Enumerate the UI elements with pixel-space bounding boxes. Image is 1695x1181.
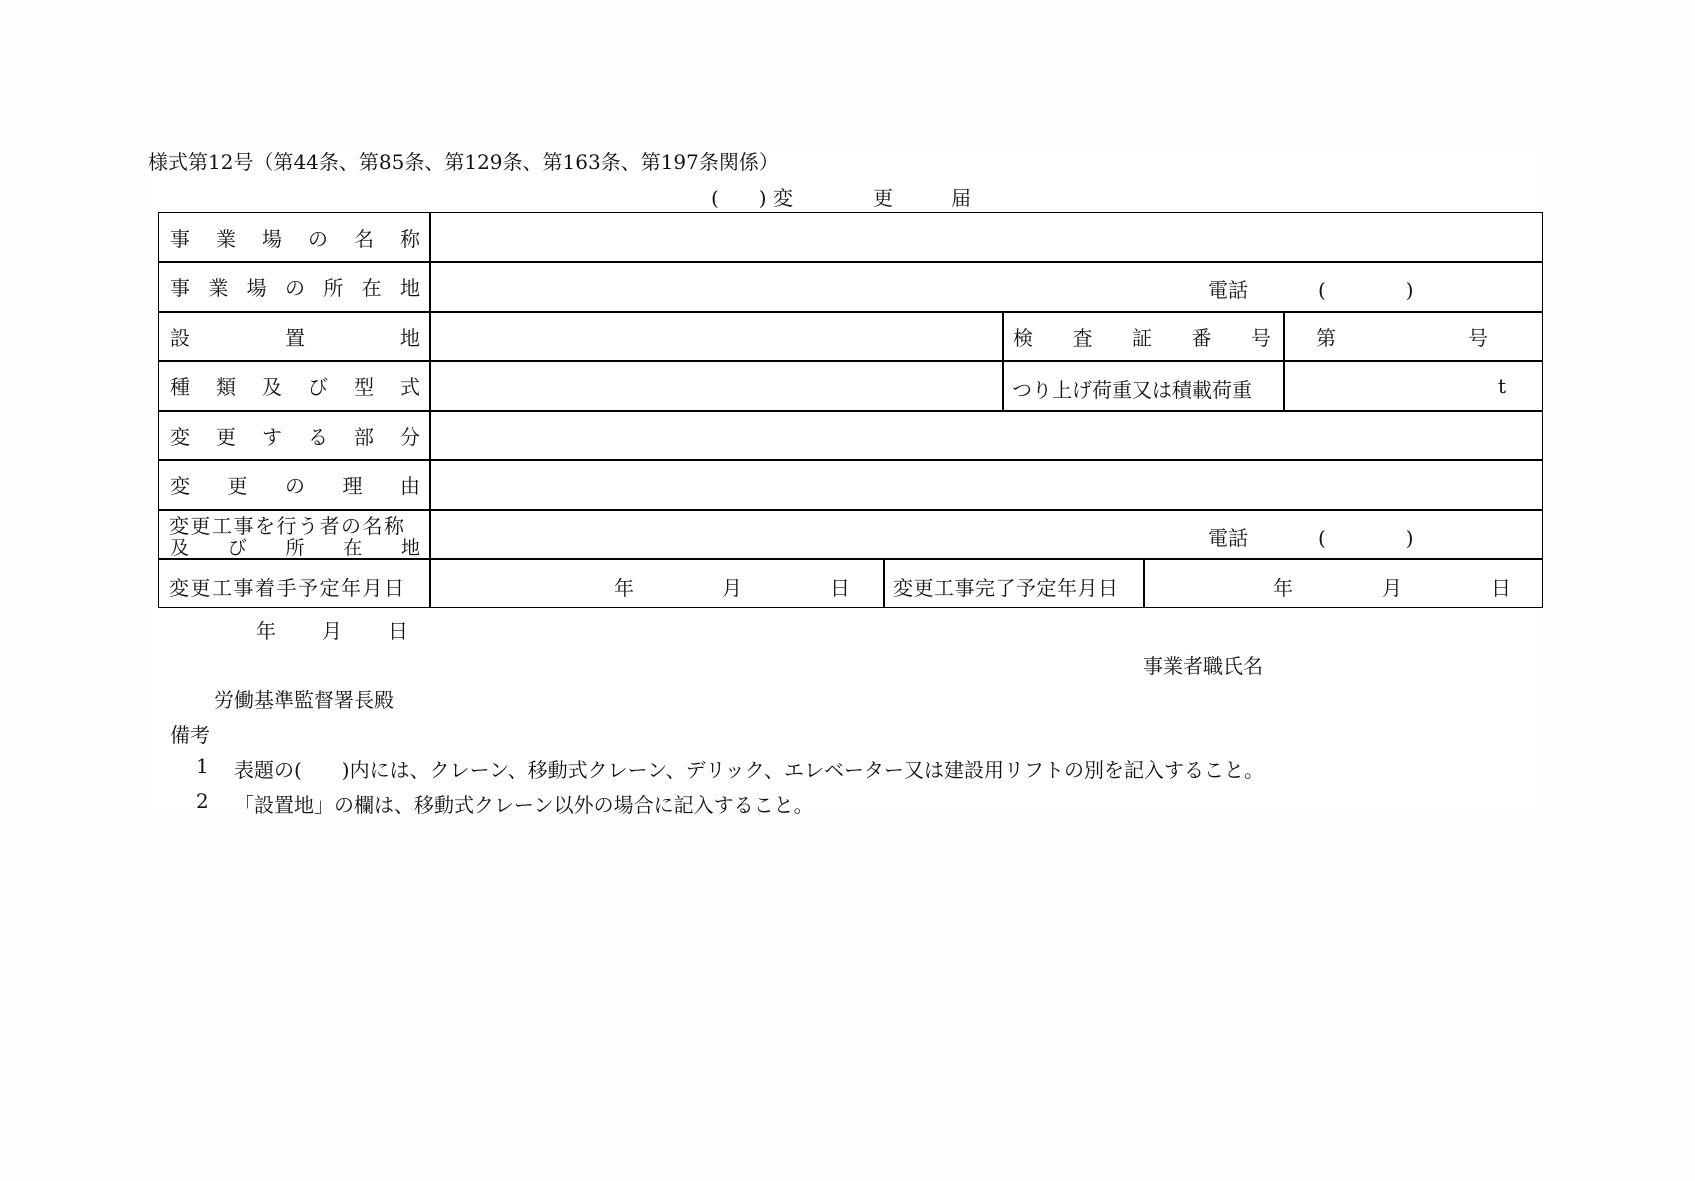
load-unit: t — [1498, 374, 1507, 398]
installation-site-label: 設 置 地 — [170, 325, 420, 350]
inspection-cert-label: 検 査 証 番 号 — [1013, 325, 1271, 350]
contractor-phone-parentheses[interactable]: ( ) — [1318, 526, 1414, 550]
column-divider — [883, 558, 885, 608]
row-divider — [159, 558, 1542, 560]
label-column-divider — [429, 213, 431, 607]
column-divider — [1002, 311, 1004, 410]
remark-number: 1 — [196, 754, 209, 778]
row-divider — [159, 261, 1542, 263]
phone-parentheses[interactable]: ( ) — [1318, 278, 1414, 302]
change-reason-label: 変 更 の 理 由 — [170, 473, 420, 498]
row-divider — [159, 410, 1542, 412]
document-title — [711, 182, 971, 211]
change-part-label: 変 更 す る 部 分 — [170, 424, 420, 449]
business-address-label: 事 業 場 の 所 在 地 — [170, 275, 420, 300]
business-name-label: 事 業 場 の 名 称 — [170, 226, 420, 251]
remark-text: 表題の( )内には、クレーン、移動式クレーン、デリック、エレベーター又は建設用リフトの別を記入すること。 — [234, 758, 1265, 782]
title-parentheses: ( ) — [711, 186, 767, 210]
contractor-phone-label: 電話 — [1208, 526, 1248, 550]
end-date-field[interactable]: 年 月 日 — [1273, 576, 1511, 600]
row-divider — [159, 311, 1542, 313]
start-date-label: 変更工事着手予定年月日 — [169, 576, 406, 600]
title-char: 変 — [773, 186, 793, 210]
addressee: 労働基準監督署長殿 — [214, 688, 394, 712]
submission-date[interactable]: 年 月 日 — [256, 619, 408, 643]
load-label: つり上げ荷重又は積載荷重 — [1012, 378, 1252, 402]
row-divider — [159, 459, 1542, 461]
title-char: 更 — [873, 186, 893, 210]
employer-name-label: 事業者職氏名 — [1143, 654, 1263, 678]
phone-label: 電話 — [1208, 278, 1248, 302]
remark-text: 「設置地」の欄は、移動式クレーン以外の場合に記入すること。 — [234, 793, 814, 817]
contractor-label-line1: 変更工事を行う者の名称 — [169, 514, 406, 538]
end-date-label: 変更工事完了予定年月日 — [893, 576, 1119, 600]
row-divider — [159, 360, 1542, 362]
title-char: 届 — [951, 186, 971, 210]
column-divider — [1283, 311, 1285, 410]
type-model-label: 種 類 及 び 型 式 — [170, 374, 420, 399]
cert-number-field[interactable]: 第 号 — [1316, 325, 1488, 350]
remarks-heading: 備考 — [170, 723, 210, 747]
form-number: 様式第12号（第44条、第85条、第129条、第163条、第197条関係） — [148, 150, 779, 174]
business-name-field[interactable] — [440, 222, 1530, 252]
start-date-field[interactable]: 年 月 日 — [614, 576, 850, 600]
remark-number: 2 — [196, 789, 209, 813]
column-divider — [1143, 558, 1145, 608]
contractor-label-line2: 及 び 所 在 地 — [170, 536, 420, 559]
